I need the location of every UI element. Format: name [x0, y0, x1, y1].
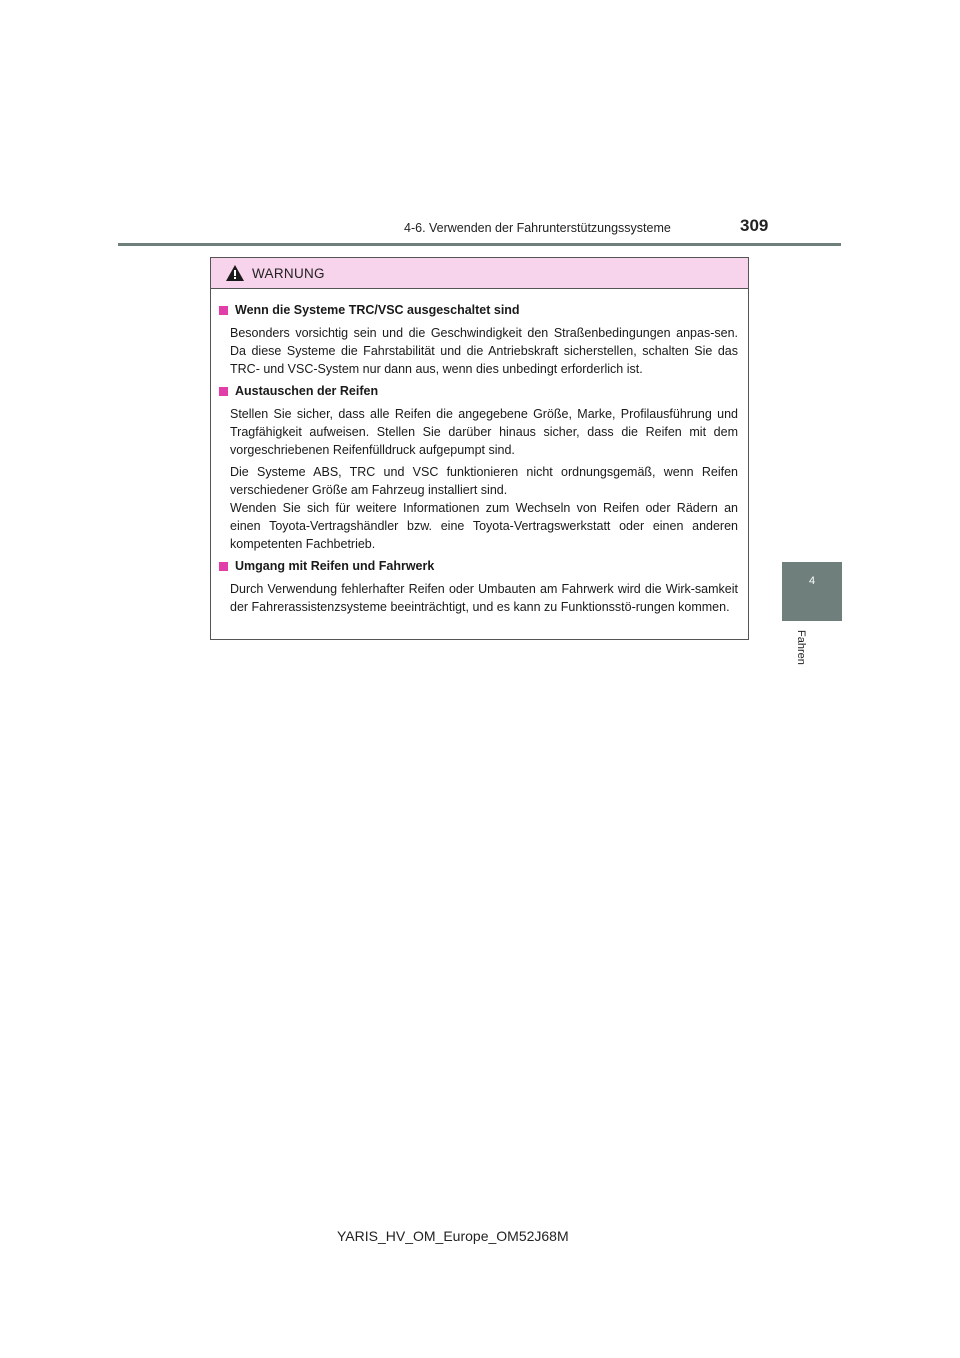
- page-number: 309: [740, 216, 769, 235]
- warning-item-heading: Wenn die Systeme TRC/VSC ausgeschaltet sind: [235, 303, 520, 317]
- warning-body: [211, 289, 748, 616]
- square-bullet-icon: [219, 387, 228, 396]
- square-bullet-icon: [219, 306, 228, 315]
- chapter-tab: [782, 562, 842, 621]
- header-divider: [118, 243, 841, 246]
- warning-header: [211, 258, 748, 289]
- chapter-label: Fahren: [795, 630, 807, 665]
- chapter-number: 4: [808, 575, 816, 587]
- warning-paragraph: Durch Verwendung fehlerhafter Reifen oder Umbauten am Fahrwerk wird die Wirk-samkeit der Fahrerassistenzsysteme beeinträchtigt, und es kann zu Funktionsstö-rungen kommen.: [230, 582, 738, 614]
- document-code: YARIS_HV_OM_Europe_OM52J68M: [337, 1228, 569, 1244]
- warning-item-title: [219, 382, 738, 400]
- warning-item: [219, 301, 738, 378]
- warning-triangle-icon: [226, 265, 244, 281]
- warning-item: [219, 557, 738, 616]
- warning-item-title: [219, 301, 738, 319]
- warning-item-heading: Austauschen der Reifen: [235, 384, 379, 398]
- warning-box: [210, 257, 749, 640]
- warning-paragraph: Wenden Sie sich für weitere Informationen zum Wechseln von Reifen oder Rädern an einen Toyota-Vertragshändler bzw. eine Toyota-Vertragswerkstatt oder einen anderen kompetenten Fachbetrieb.: [230, 501, 738, 551]
- warning-item: [219, 382, 738, 553]
- warning-paragraph: Die Systeme ABS, TRC und VSC funktionieren nicht ordnungsgemäß, wenn Reifen verschiedener Größe am Fahrzeug installiert sind.: [230, 465, 738, 497]
- section-title: 4-6. Verwenden der Fahrunterstützungssysteme: [404, 221, 671, 235]
- warning-paragraph: Stellen Sie sicher, dass alle Reifen die angegebene Größe, Marke, Profilausführung und Tragfähigkeit aufweisen. Stellen Sie darüber hinaus sicher, dass die Reifen mit dem vorgeschriebenen Reifenfülldruck aufgepumpt sind.: [230, 407, 738, 457]
- warning-title: WARNUNG: [252, 265, 325, 281]
- warning-item-heading: Umgang mit Reifen und Fahrwerk: [235, 559, 435, 573]
- square-bullet-icon: [219, 562, 228, 571]
- warning-paragraph: Besonders vorsichtig sein und die Geschwindigkeit den Straßenbedingungen anpas-sen. Da diese Systeme die Fahrstabilität und die Antriebskraft sicherstellen, schalten Sie das TRC- und VSC-System nur dann aus, wenn dies unbedingt erforderlich ist.: [230, 326, 738, 376]
- warning-item-title: [219, 557, 738, 575]
